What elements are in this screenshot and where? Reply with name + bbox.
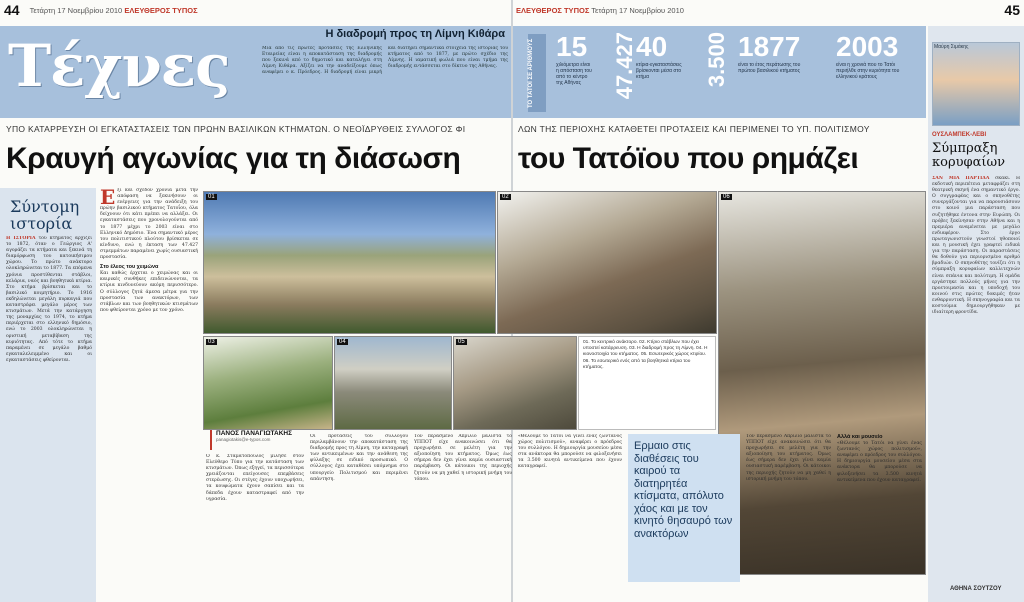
left-dateline [30, 6, 198, 15]
photo-path [203, 336, 333, 430]
fact-item [702, 32, 732, 116]
left-brand: ΕΛΕΥΘΕΡΟΣ ΤΥΠΟΣ [124, 5, 198, 15]
fact-value: 47.427 [612, 32, 637, 100]
article-body-3: Ο κ. Σταματόπουλος μίλησε στον Ελεύθερο Τύπο για την κατάσταση των κτισμάτων. Όπως εξηγεί, τα περισσότερα χρειάζονται επείγουσες επεμβάσεις στερέωσης. Οι στέγες έχουν υποχωρήσει, τα κουφώματα έχουν σαπίσει και τα δάπεδα έχουν καταστραφεί από την υγρασία. [206, 454, 304, 502]
article-body-5b: Τον περασμένο Απρίλιο μάλιστα το ΥΠΠΟΤ είχε ανακοινώσει ότι θα προχωρήσει σε μελέτη για την αξιοποίηση του κτήματος. Όμως έως σήμερα δεν έχει γίνει καμία ουσιαστική παρέμβαση. Οι κάτοικοι της περιοχής ζητούν να μη χαθεί η ιστορική μνήμη του τόπου. [746, 434, 831, 482]
byline-email: panagiotakis@e-typos.com [216, 437, 271, 442]
right-page-number: 45 [1004, 2, 1020, 18]
article-column [100, 188, 198, 598]
article-headline-right: του Τατόϊου που ρημάζει [518, 142, 859, 175]
pull-quote: Ερμαιο στις διαθέσεις του καιρού τα διατηρητέα κτίσματα, απόλυτο χάος και με τον κινητό θησαυρό των ανακτόρων [628, 434, 740, 582]
columnist-text: σκάκι. Η εκδοτική περιπέτεια μεταφράζει στη θεατρική σκηνή ένα σημαντικό έργο. Ο συγγραφέας και ο σκηνοθέτης συνεργάζονται για να παρουσιάσουν στο κοινό μια παράσταση που συζητήθηκε έντονα στην Ευρώπη. Οι πρόβες ξεκίνησαν στην Αθήνα και η πρεμιέρα αναμένεται με μεγάλο ενδιαφέρον. Στο έργο πρωταγωνιστούν γνωστοί ηθοποιοί και η μουσική έχει γραφτεί ειδικά για την παράσταση. Οι παραστάσεις θα δοθούν για περιορισμένο αριθμό βραδιών. Ο σκηνοθέτης τονίζει ότι η σύμπραξη κορυφαίων καλλιτεχνών είναι σπάνια και πολύτιμη. Η ομάδα εργάστηκε πολλούς μήνες για την προετοιμασία και η υποδοχή του κοινού στις πρώτες δοκιμές ήταν ενθαρρυντική. Η σκηνογραφία και τα κοστούμια δημιουργήθηκαν με ιδιαίτερη φροντίδα. [932, 176, 1020, 316]
photo-number: 02 [502, 194, 509, 200]
article-body-5: Τον περασμένο Απρίλιο μάλιστα το ΥΠΠΟΤ είχε ανακοινώσει ότι θα προχωρήσει σε μελέτη για την αξιοποίηση του κτήματος. Όμως έως σήμερα δεν έχει γίνει καμία ουσιαστική παρέμβαση. Οι κάτοικοι της περιοχής ζητούν να μη χαθεί η ιστορική μνήμη του τόπου. [414, 434, 512, 482]
route-box-title: Η διαδρομή προς τη Λίμνη Κιθάρα [325, 28, 505, 40]
sidebar-lead: Η ΙΣΤΟΡΙΑ [6, 236, 36, 241]
sidebar-text: του κτήματος αρχίζει το 1872, όταν ο Γεώργιος Α' αγοράζει τα κτήματα και ξεκινά τη διαμόρφωση του κατοικήσιμου χώρου. Το πρώτο ανάκτορο ολοκληρώνεται το 1877. Τα επόμενα χρόνια προστίθενται στάβλοι, κελάρια, ναός και βοηθητικά κτίρια. Στο κτήμα βρίσκεται και το βασιλικό κοιμητήριο. Το 1916 εκδηλώνεται μεγάλη πυρκαγιά που καταστρέφει μεγάλο μέρος των κτισμάτων. Μετά την κατάργηση της μοναρχίας το 1974, το κτήμα περιέρχεται στο ελληνικό δημόσιο, ενώ το 2003 ολοκληρώνεται η οριστική μεταβίβαση της κυριότητας. Από τότε το κτήμα παραμένει σε μεγάλο βαθμό εγκαταλελειμμένο και οι εγκαταστάσεις φθείρονται. [6, 236, 92, 363]
right-brand: ΕΛΕΥΘΕΡΟΣ ΤΥΠΟΣ [516, 5, 590, 15]
photo-number: 05 [458, 339, 465, 345]
photo-interior [453, 336, 577, 430]
photo-captions: 01. Το κεντρικό ανάκτορο. 02. Κτίριο στάβλων που έχει υποστεί κατάρρευση. 03. Η διαδρομή προς τη Λίμνη. 04. Η κιονοστοιχία του κτήματος. 05. Εσωτερικός χώρος κτιρίου. 06. Το εσωτερικό ενός από τα βοηθητικά κτίρια του κτήματος. [578, 336, 716, 430]
columnist-photo [932, 42, 1020, 126]
fact-value: 2003 [836, 31, 899, 62]
columnist-title: Σύμπραξη κορυφαίων [932, 141, 1005, 170]
columnist-lead: ΣΑΝ ΜΙΑ ΠΑΡΤΙΔΑ [932, 176, 990, 181]
article-dropcap: Ε [100, 188, 116, 209]
byline-name: ΠΑΝΟΣ ΠΑΝΑΓΙΩΤΑΚΗΣ [216, 430, 293, 437]
sidebar-body [6, 236, 92, 596]
fact-value: 15 [556, 31, 588, 62]
photo-number: 01 [208, 194, 215, 200]
fact-item [738, 32, 822, 74]
left-page-header [4, 0, 509, 20]
left-page-number: 44 [4, 2, 20, 18]
fact-item [836, 32, 924, 80]
article-body-6: «Θέλουμε το Τατόι να γίνει ένας ζωντανός χώρος πολιτισμού», αναφέρει ο πρόεδρος του συλλόγου. Η δημιουργία μουσείου μέσα στα ανάκτορα θα μπορούσε να φιλοξενήσει τα 3.500 κινητά αντικείμενα που έχουν καταγραφεί. [518, 434, 622, 470]
fact-caption: χιλιόμετρα είναι η απόσταση του από το κέντρο της Αθήνας [556, 62, 592, 86]
article-column [746, 434, 922, 598]
fact-caption: είναι η χρονιά που το Τατόι περιήλθε στην κυριότητα του ελληνικού κράτους [836, 62, 900, 80]
article-subhead: Στο έλεος του χειμώνα [100, 264, 159, 271]
fact-caption: κτίρια-εγκαταστάσεις βρίσκονται μέσα στο κτήμα [636, 62, 682, 80]
fact-item [610, 32, 636, 116]
columnist-byline: ΑΘΗΝΑ ΣΟΥΤΖΟΥ [950, 586, 1002, 592]
photo-main-palace [203, 191, 496, 334]
photo-colonnade [334, 336, 452, 430]
sidebar-title: Σύντομη ιστορία [10, 197, 80, 233]
fact-caption: είναι το έτος περάτωσης του πρώτου βασιλικού κτήματος [738, 62, 801, 74]
article-column [310, 434, 408, 598]
photo-number: 06 [723, 194, 730, 200]
route-box-text: Μια από τις πρώτες προτάσεις της Ελληνικής Εταιρείας είναι η αποκατάσταση της διαδρομής που ξεκινά από το δημοτικό και καταλήγει στη Λίμνη Κιθάρα. Αξίζει να την αναδείξουμε όπως αναφέρει ο κ. Πρόεδρος. Η διαδρομή είναι μικρή και διατηρεί σημαντικά στοιχεία της ιστορίας του κτήματος από το 1877, με πρώτο σχέδιο της Λίμνης. Η ιαματική φωλιά που είναι τμήμα της διαδρομής εντάσσεται στο δίκτυο της Αθήνας. [262, 46, 508, 75]
section-title: Τέχνες [8, 32, 230, 100]
photo-number: 03 [208, 339, 215, 345]
photo-collapsed-building [497, 191, 717, 334]
right-date: Τετάρτη 17 Νοεμβρίου 2010 [591, 5, 684, 15]
columnist-photo-label: Μαύρη Σιμάκης [934, 44, 969, 50]
fact-item [636, 32, 700, 80]
article-strap-left: ΥΠΟ ΚΑΤΑΡΡΕΥΣΗ ΟΙ ΕΓΚΑΤΑΣΤΑΣΕΙΣ ΤΩΝ ΠΡΩΗΝ ΒΑΣΙΛΙΚΩΝ ΚΤΗΜΑΤΩΝ. Ο ΝΕΟΪΔΡΥΘΕΙΣ ΣΥΛΛΟΓΟΣ ΦΙ [6, 124, 466, 134]
columnist-kicker: ΟΥΣΛΑΜΠΕΚ-ΛΕΒΙ [932, 132, 987, 138]
fact-value: 3.500 [704, 32, 729, 88]
right-page-header [516, 0, 1020, 20]
facts-label: ΤΟ ΤΑΤΟΪ ΣΕ ΑΡΙΘΜΟΥΣ [528, 34, 546, 112]
article-column [206, 454, 304, 598]
fact-item [556, 32, 608, 86]
article-body-6b: «Θέλουμε το Τατόι να γίνει ένας ζωντανός χώρος πολιτισμού», αναφέρει ο πρόεδρος του συλλόγου. Η δημιουργία μουσείου μέσα στα ανάκτορα θα μπορούσε να φιλοξενήσει τα 3.500 κινητά αντικείμενα που έχουν καταγραφεί. [837, 441, 922, 483]
article-body-1: ξι και σχεδόν χρόνια μετά την απόφαση να ξεκινήσουν οι ενέργειες για την ανάδειξη του πρώην βασιλικού κτήματος Τατοΐου, όλα δείχνουν ότι κάτι πρέπει να αλλάξει. Οι εγκαταστάσεις που χρονολογούνται από το 1877 μέχρι το 2003 είναι στο Ελληνικό Δημόσιο. Ένα σημαντικό μέρος του πολιτιστικού πλούτου βρίσκεται σε κίνδυνο, ενώ η έκταση των 47.427 στρεμμάτων παραμένει χωρίς ουσιαστική προστασία. [100, 188, 198, 261]
right-dateline [516, 6, 684, 15]
article-headline-left: Κραυγή αγωνίας για τη διάσωση [6, 142, 461, 175]
article-subhead-2: Αλλά και μουσείο [837, 434, 883, 440]
article-body-2: Και καθώς έρχεται ο χειμώνας και οι καιρικές συνθήκες επιδεινώνονται, τα κτίρια κινδυνεύουν ακόμη περισσότερο. Ο σύλλογος ζητά άμεσα μέτρα για την προστασία των ανακτόρων, των στάβλων και των βοηθητικών κτισμάτων που φθείρονται χρόνο με τον χρόνο. [100, 271, 198, 313]
article-column [518, 434, 622, 598]
article-body-4: Οι προτάσεις του συλλόγου περιλαμβάνουν την αποκατάσταση της διαδρομής προς τη Λίμνη, την καταγραφή των αντικειμένων και την ανάθεση της φύλαξης σε ειδικό προσωπικό. Ο σύλλογος έχει καταθέσει υπόμνημα στο υπουργείο Πολιτισμού και περιμένει απάντηση. [310, 434, 408, 482]
fact-value: 1877 [738, 31, 801, 62]
fact-value: 40 [636, 31, 668, 62]
columnist-body [932, 176, 1020, 580]
left-date: Τετάρτη 17 Νοεμβρίου 2010 [29, 5, 123, 15]
photo-number: 04 [339, 339, 346, 345]
article-strap-right: ΛΩΝ ΤΗΣ ΠΕΡΙΟΧΗΣ ΚΑΤΑΘΕΤΕΙ ΠΡΟΤΑΣΕΙΣ ΚΑΙ ΠΕΡΙΜΕΝΕΙ ΤΟ ΥΠ. ΠΟΛΙΤΙΣΜΟΥ [518, 124, 870, 134]
article-column [414, 434, 512, 598]
